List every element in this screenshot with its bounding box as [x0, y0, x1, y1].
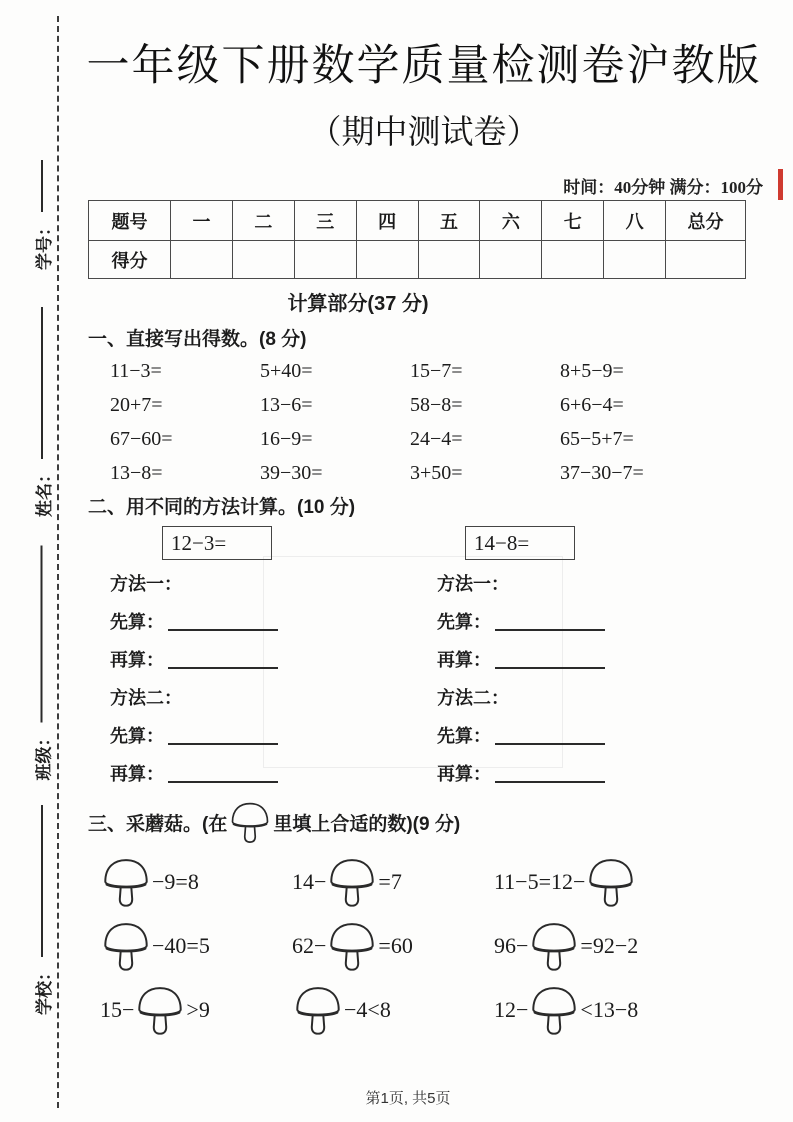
problem-text: <13−8: [580, 997, 639, 1022]
seal-field-student-number: [29, 160, 55, 270]
seal-field-blank: [41, 160, 43, 212]
mushroom-problem: [494, 850, 760, 914]
seal-field-name: [29, 307, 55, 517]
score-cell-empty: [171, 241, 233, 279]
mushroom-problem: [100, 914, 292, 978]
page-title: 一年级下册数学质量检测卷沪教版: [86, 43, 762, 90]
mushroom-icon: [327, 920, 377, 973]
mushroom-icon: [101, 920, 151, 973]
math-problem: 16−9=: [260, 427, 313, 450]
table-header-cell: 题号: [89, 201, 171, 241]
math-problem: 3+50=: [410, 461, 463, 484]
mushroom-icon: [293, 984, 343, 1037]
mushroom-problem: [292, 914, 494, 978]
table-header-cell: 七: [542, 201, 604, 241]
math-problem: 5+40=: [260, 359, 313, 382]
seal-field-blank: [41, 307, 43, 459]
boxed-problem: 12−3=: [171, 530, 227, 555]
red-edge-mark: [778, 169, 783, 200]
table-header-cell: 三: [294, 201, 356, 241]
then-calc-label: 再算：: [437, 650, 491, 670]
mushroom-problem: [292, 850, 494, 914]
table-header-cell: 五: [418, 201, 480, 241]
answer-blank: [168, 629, 278, 631]
problem-text: −9=8: [152, 869, 199, 894]
problem-text: >9: [186, 997, 210, 1022]
then-calc-label: 再算：: [110, 764, 164, 784]
seal-field-label: 姓名：: [34, 466, 54, 517]
section-two-title: 二、用不同的方法计算。(10 分): [88, 497, 356, 518]
math-problem: 11−3=: [110, 359, 162, 382]
mushroom-icon: [529, 984, 579, 1037]
seal-field-label: 班级：: [34, 729, 53, 781]
first-calc-label: 先算：: [437, 612, 491, 632]
score-row-label: 得分: [89, 241, 171, 279]
seal-field-blank: [41, 805, 43, 957]
table-header-cell: 四: [356, 201, 418, 241]
math-problem: 65−5+7=: [560, 427, 634, 450]
method-column-right: [437, 526, 760, 788]
mushroom-problem: [494, 914, 760, 978]
mushroom-problem: [292, 978, 494, 1042]
seal-field-label: 学号：: [34, 219, 54, 270]
math-problem: 67−60=: [110, 427, 173, 450]
seal-field-school: [29, 805, 55, 1015]
section-three-title-suffix: 里填上合适的数)(9 分): [273, 814, 461, 835]
answer-blank: [495, 781, 605, 783]
then-calc-label: 再算：: [437, 764, 491, 784]
score-cell-empty: [666, 241, 746, 279]
boxed-problem: 14−8=: [474, 530, 530, 555]
math-problem: 15−7=: [410, 359, 463, 382]
answer-blank: [168, 743, 278, 745]
math-problem: 6+6−4=: [560, 393, 624, 416]
seal-field-label: 学校：: [34, 964, 54, 1015]
mushroom-problem: [100, 978, 292, 1042]
math-problem: 13−8=: [110, 461, 163, 484]
problem-text: 12−: [494, 997, 529, 1022]
score-cell-empty: [480, 241, 542, 279]
section-one-title: 一、直接写出得数。(8 分): [88, 329, 307, 350]
table-header-cell: 总分: [666, 201, 746, 241]
answer-blank: [168, 781, 278, 783]
score-cell-empty: [418, 241, 480, 279]
math-problem: 8+5−9=: [560, 359, 624, 382]
mushroom-icon: [529, 920, 579, 973]
math-problem: 58−8=: [410, 393, 463, 416]
section-two-columns: [110, 526, 760, 788]
score-table-header-row: [89, 201, 746, 241]
table-header-cell: 六: [480, 201, 542, 241]
problem-text: =7: [378, 869, 402, 894]
problem-box: [162, 526, 272, 560]
answer-blank: [495, 743, 605, 745]
table-header-cell: 二: [232, 201, 294, 241]
section-three-title: [88, 800, 460, 845]
first-calc-label: 先算：: [437, 726, 491, 746]
math-problem: 13−6=: [260, 393, 313, 416]
score-cell-empty: [232, 241, 294, 279]
first-calc-label: 先算：: [110, 726, 164, 746]
mushroom-icon: [586, 856, 636, 909]
score-cell-empty: [604, 241, 666, 279]
problem-text: 11−5=12−: [494, 869, 586, 894]
answer-blank: [495, 667, 605, 669]
method1-label: 方法一：: [437, 574, 509, 594]
page-subtitle: （期中测试卷）: [308, 115, 540, 151]
part-heading: 计算部分(37 分): [287, 293, 429, 315]
problem-text: =92−2: [580, 933, 639, 958]
mushroom-problem: [494, 978, 760, 1042]
page-footer: 第1页, 共5页: [365, 1090, 451, 1107]
mushroom-problem: [100, 850, 292, 914]
time-score-info: 时间：40分钟 满分：100分: [563, 178, 763, 197]
method2-label: 方法二：: [437, 688, 509, 708]
then-calc-label: 再算：: [110, 650, 164, 670]
seal-dashed-line: [57, 16, 59, 1108]
problem-text: =60: [378, 933, 413, 958]
mushroom-problems: [100, 850, 760, 1042]
first-calc-label: 先算：: [110, 612, 164, 632]
math-problem: 20+7=: [110, 393, 163, 416]
problem-text: −40=5: [152, 933, 210, 958]
problem-text: 15−: [100, 997, 135, 1022]
method-column-left: [110, 526, 437, 788]
section-three-title-prefix: 三、采蘑菇。(在: [88, 814, 228, 835]
math-problem: 37−30−7=: [560, 461, 644, 484]
method2-label: 方法二：: [110, 688, 182, 708]
math-problem: 39−30=: [260, 461, 323, 484]
problem-text: 14−: [292, 869, 327, 894]
method1-label: 方法一：: [110, 574, 182, 594]
answer-blank: [168, 667, 278, 669]
score-cell-empty: [294, 241, 356, 279]
mushroom-icon: [135, 984, 185, 1037]
section-one-problems: [110, 354, 756, 490]
seal-field-class: [29, 546, 55, 781]
seal-field-blank: [41, 546, 43, 723]
problem-text: 62−: [292, 933, 327, 958]
score-table: [88, 200, 746, 279]
problem-text: 96−: [494, 933, 529, 958]
problem-text: −4<8: [344, 997, 391, 1022]
math-problem: 24−4=: [410, 427, 463, 450]
answer-blank: [495, 629, 605, 631]
score-cell-empty: [356, 241, 418, 279]
mushroom-icon: [327, 856, 377, 909]
mushroom-icon: [101, 856, 151, 909]
score-cell-empty: [542, 241, 604, 279]
table-header-cell: 八: [604, 201, 666, 241]
mushroom-icon: [229, 800, 271, 845]
table-header-cell: 一: [171, 201, 233, 241]
score-table-score-row: [89, 241, 746, 279]
problem-box: [465, 526, 575, 560]
